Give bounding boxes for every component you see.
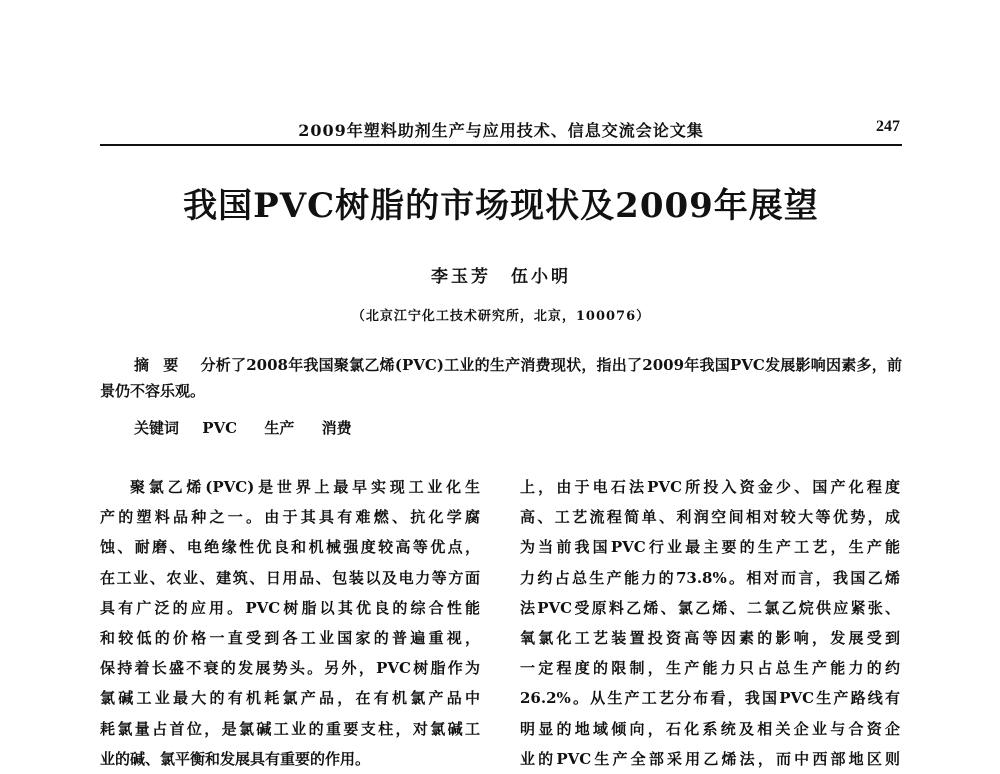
text-line: 和较低的价格一直受到各工业国家的普遍重视，	[100, 628, 480, 647]
text-line: 上，由于电石法PVC所投入资金少、国产化程度	[520, 478, 900, 496]
text-line: 法PVC受原料乙烯、氯乙烯、二氯乙烷供应紧张、	[520, 598, 900, 617]
text-line: 保持着长盛不衰的发展势头。另外，PVC树脂作为	[100, 659, 480, 678]
author-names: 李玉芳 伍小明	[431, 267, 571, 287]
text-line: 高、工艺流程简单、利润空间相对较大等优势，成	[520, 508, 900, 527]
abstract	[100, 352, 902, 404]
keyword-item: PVC	[202, 419, 238, 437]
text-line: 业的PVC生产全部采用乙烯法，而中西部地区则	[520, 749, 900, 768]
page-number: 247	[876, 118, 900, 135]
keywords-label: 关键词	[134, 419, 180, 437]
text-line: 在工业、农业、建筑、日用品、包装以及电力等方面	[100, 568, 480, 587]
text-line: 氯碱工业最大的有机耗氯产品，在有机氯产品中	[100, 689, 480, 708]
text-line: 产的塑料品种之一。由于其具有难燃、抗化学腐	[100, 508, 480, 527]
abstract-text: 分析了2008年我国聚氯乙烯(PVC)工业的生产消费现状，指出了2009年我国PVC发展影响因素多，前景仍不容乐观。	[100, 356, 902, 400]
text-line: 为当前我国PVC行业最主要的生产工艺，生产能	[520, 538, 900, 557]
running-header	[100, 118, 902, 146]
article-title: 我国PVC树脂的市场现状及2009年展望	[183, 186, 819, 226]
keyword-item: 生产	[264, 419, 295, 437]
text-line: 一定程度的限制，生产能力只占总生产能力的约	[520, 659, 900, 678]
body-column-right	[520, 472, 900, 774]
body-column-left	[100, 472, 480, 774]
text-line: 聚氯乙烯(PVC)是世界上最早实现工业化生	[130, 478, 480, 496]
text-line: 力约占总生产能力的73.8%。相对而言，我国乙烯	[520, 568, 900, 587]
author-affiliation: （北京江宁化工技术研究所，北京，100076）	[351, 309, 651, 324]
text-line: 明显的地域倾向，石化系统及相关企业与合资企	[520, 719, 900, 738]
text-line: 蚀、耐磨、电绝缘性优良和机械强度较高等优点，	[100, 538, 480, 557]
text-line: 业的碱、氯平衡和发展具有重要的作用。	[100, 749, 371, 768]
text-line: 具有广泛的应用。PVC树脂以其优良的综合性能	[100, 598, 480, 617]
text-line: 26.2%。从生产工艺分布看，我国PVC生产路线有	[520, 689, 900, 708]
text-line: 氧氯化工艺装置投资高等因素的影响，发展受到	[520, 628, 900, 647]
text-line: 耗氯量占首位，是氯碱工业的重要支柱，对氯碱工	[100, 719, 480, 738]
keyword-item: 消费	[321, 419, 352, 437]
keywords	[134, 417, 374, 438]
journal-title: 2009年塑料助剂生产与应用技术、信息交流会论文集	[298, 121, 704, 140]
abstract-label: 摘要	[134, 356, 193, 374]
